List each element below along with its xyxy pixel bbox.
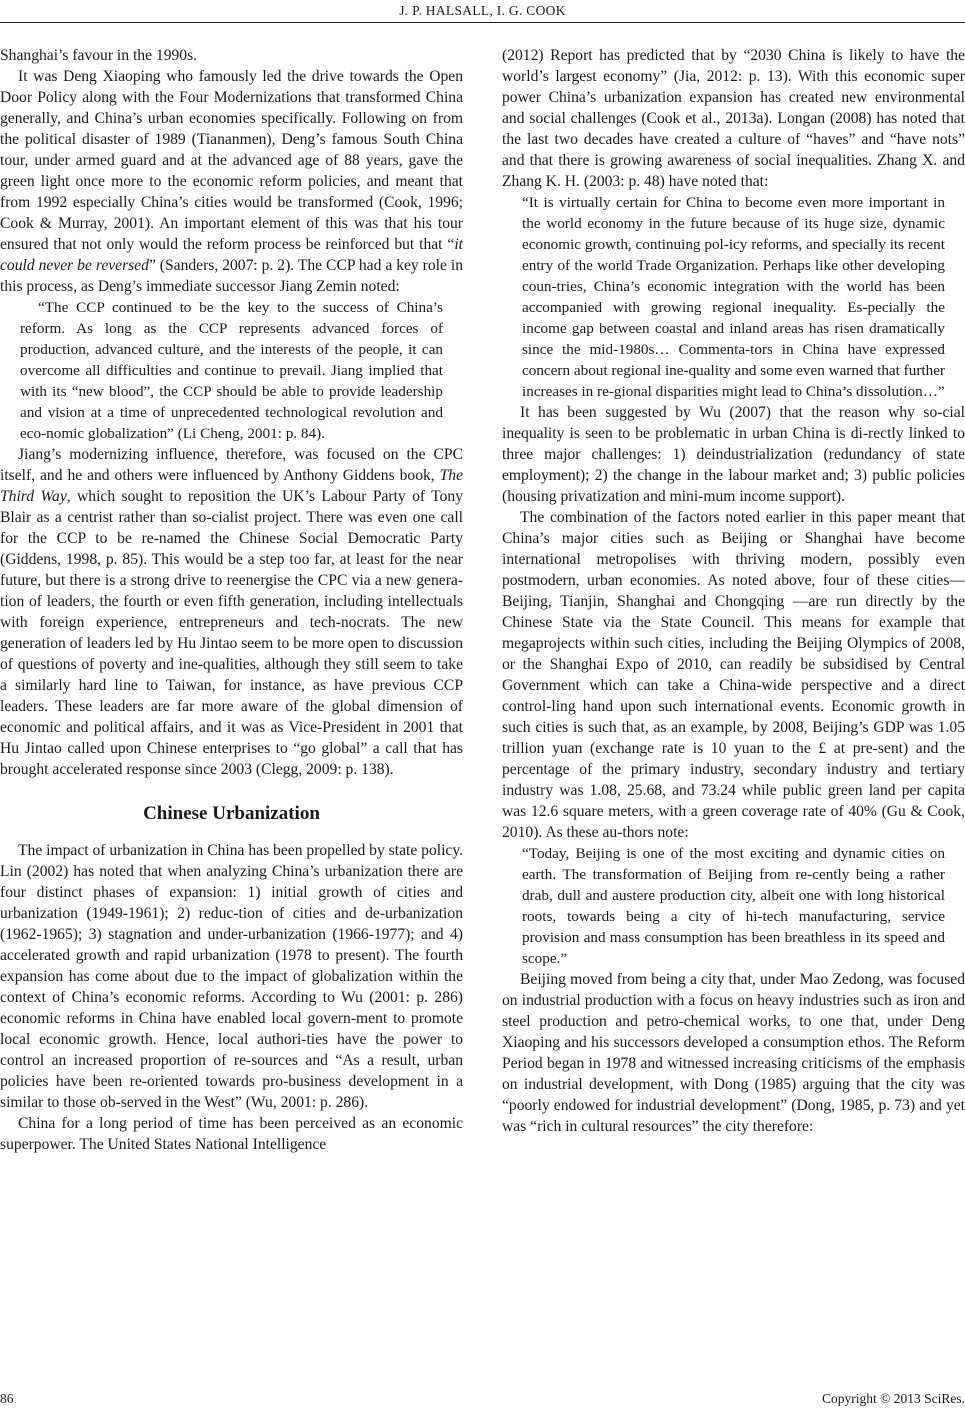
copyright-notice: Copyright © 2013 SciRes. bbox=[821, 1391, 965, 1406]
paragraph bbox=[0, 66, 463, 297]
running-header: J. P. HALSALL, I. G. COOK bbox=[399, 3, 566, 18]
paragraph: (2012) Report has predicted that by “2030 China is likely to have the world’s largest economy” (Jia, 2012: p. 13). With this economic super power China’s urbanization expansion has created new environmental and social challenges (Cook et al., 2013a). Longan (2008) has noted that the last two decades have created a culture of “haves” and “have nots” and that there is growing awareness of social inequalities. Zhang X. and Zhang K. H. (2003: p. 48) have noted that: bbox=[502, 47, 965, 190]
paragraph: China for a long period of time has been perceived as an economic superpower. The United States National Intelligence bbox=[0, 1115, 463, 1153]
paragraph: Beijing moved from being a city that, under Mao Zedong, was focused on industrial production with a focus on heavy industries such as iron and steel production and petro-chemical works, to one that, under Deng Xiaoping and his successors developed a consumption ethos. The Reform Period began in 1978 and witnessed increasing criticisms of the emphasis on industrial development, with Dong (1985) arguing that the city was “poorly endowed for industrial development” (Dong, 1985, p. 73) and yet was “rich in cultural resources” the city therefore: bbox=[502, 971, 965, 1135]
right-column bbox=[502, 45, 965, 1137]
block-quote: “The CCP continued to be the key to the success of China’s reform. As long as the CCP represents advanced forces of production, advanced culture, and the interests of the people, it can overcome all difficulties and continue to prevail. Jiang implied that with its “new blood”, the CCP should be able to provide leadership and vision at a time of unprecedented technological revolution and eco-nomic globalization” (Li Cheng, 2001: p. 84). bbox=[20, 299, 443, 442]
block-quote: “Today, Beijing is one of the most exciting and dynamic cities on earth. The transformation of Beijing from re-cently being a rather drab, dull and austere production city, albeit one with long historical roots, towards being a city of hi-tech manufacturing, service provision and mass consumption has been breathless in its speed and scope.” bbox=[522, 845, 945, 967]
text-run: ” (Sanders, 2007: p. 2). The CCP had a key role in this process, as Deng’s immediate successor Jiang Zemin noted: bbox=[0, 257, 463, 295]
book-title: The Third Way bbox=[0, 467, 463, 505]
header-rule bbox=[0, 22, 965, 23]
text-run: , which sought to reposition the UK’s Labour Party of Tony Blair as a centrist rather than so-cialist project. There was even one call for the CCP to be re-named the Chinese Social Democratic Party (Giddens, 1998, p. 85). This would be a step too far, at least for the near future, but there is a strong drive to reenergise the CPC via a new genera-tion of leaders, the fourth or even fifth generation, including intellectuals with foreign experience, entrepreneurs and tech-nocrats. The new generation of leaders led by Hu Jintao seem to be more open to discussion of questions of poverty and ine-qualities, although they still seem to take a similarly hard line to Taiwan, for instance, as have previous CCP leaders. These leaders are far more aware of the global dimension of economic and political affairs, and it was as Vice-President in 2001 that Hu Jintao called upon Chinese enterprises to “go global” a call that has brought accelerated response since 2003 (Clegg, 2009: p. 138). bbox=[0, 488, 464, 778]
page-number: 86 bbox=[0, 1391, 14, 1406]
block-quote: “It is virtually certain for China to become even more important in the world economy in the future because of its huge size, dynamic economic growth, continuing pol-icy reforms, and specially its recent entry of the world Trade Organization. Perhaps like other developing coun-tries, China’s economic integration with the world has been accompanied with growing regional inequality. Es-pecially the income gap between coastal and inland areas has risen dramatically since the mid-1980s… Commenta-tors in China have expressed concern about regional ine-quality and some even warned that further increases in re-gional disparities might lead to China’s dissolution…” bbox=[522, 194, 945, 400]
paragraph: It has been suggested by Wu (2007) that the reason why so-cial inequality is seen to be problematic in urban China is di-rectly linked to three major challenges: 1) deindustrialization (redundancy of state employment); 2) the change in the labour market and; 3) public policies (housing privatization and mini-mum income support). bbox=[502, 404, 965, 505]
paragraph: The impact of urbanization in China has been propelled by state policy. Lin (2002) has noted that when analyzing China’s urbanization there are four distinct phases of expansion: 1) initial growth of cities and urbanization (1949-1961); 2) reduc-tion of cities and de-urbanization (1962-1965); 3) stagnation and under-urbanization (1966-1977); and 4) accelerated growth and rapid urbanization (1978 to present). The fourth expansion has come about due to the impact of globalization within the context of China’s economic reforms. According to Wu (2001: p. 286) economic reforms in China have enabled local govern-ment to promote local economic growth. Hence, local authori-ties have the power to control an increased proportion of re-sources and “As a result, urban policies have been re-oriented towards pro-business development in a similar to those ob-served in the West” (Wu, 2001: p. 286). bbox=[0, 842, 464, 1111]
italic-quote: it could never be reversed bbox=[0, 236, 463, 274]
text-run: It was Deng Xiaoping who famously led the drive towards the Open Door Policy along with the Four Modernizations that transformed China generally, and China’s urban economies specifically. Following on from the political disaster of 1989 (Tiananmen), Deng’s famous South China tour, under armed guard and at the advanced age of 88 years, gave the green light once more to the economic reform policies, and meant that from 1992 especially China’s cities would be transformed (Cook, 1996; Cook & Murray, 2001). An important element of this was that his tour ensured that not only would the reform process be reinforced but that “ bbox=[0, 68, 463, 253]
section-heading: Chinese Urbanization bbox=[143, 803, 320, 824]
left-column bbox=[0, 45, 463, 1155]
paragraph: Shanghai’s favour in the 1990s. bbox=[0, 47, 198, 64]
text-run: Jiang’s modernizing influence, therefore, was focused on the CPC itself, and he and others were influenced by Anthony Giddens book, bbox=[0, 446, 463, 484]
paragraph: The combination of the factors noted earlier in this paper meant that China’s major cities such as Beijing or Shanghai have become international metropolises with thriving modern, possibly even postmodern, urban economies. As noted above, four of these cities—Beijing, Tianjin, Shanghai and Chongqing —are run directly by the Chinese State via the State Council. This means for example that megaprojects within such cities, including the Beijing Olympics of 2008, or the Shanghai Expo of 2010, can readily be subsidised by Central Government which can take a China-wide perspective and a direct control-ling hand upon such international events. Economic growth in such cities is such that, as an example, by 2008, Beijing’s GDP was 1.05 trillion yuan (exchange rate is 10 yuan to the £ at pre-sent) and the percentage of the primary industry, secondary industry and tertiary industry was 1.08, 25.68, and 73.24 while public green land per capita was 12.6 square meters, with a green coverage rate of 40% (Gu & Cook, 2010). As these au-thors note: bbox=[502, 509, 965, 841]
paragraph bbox=[0, 444, 463, 780]
